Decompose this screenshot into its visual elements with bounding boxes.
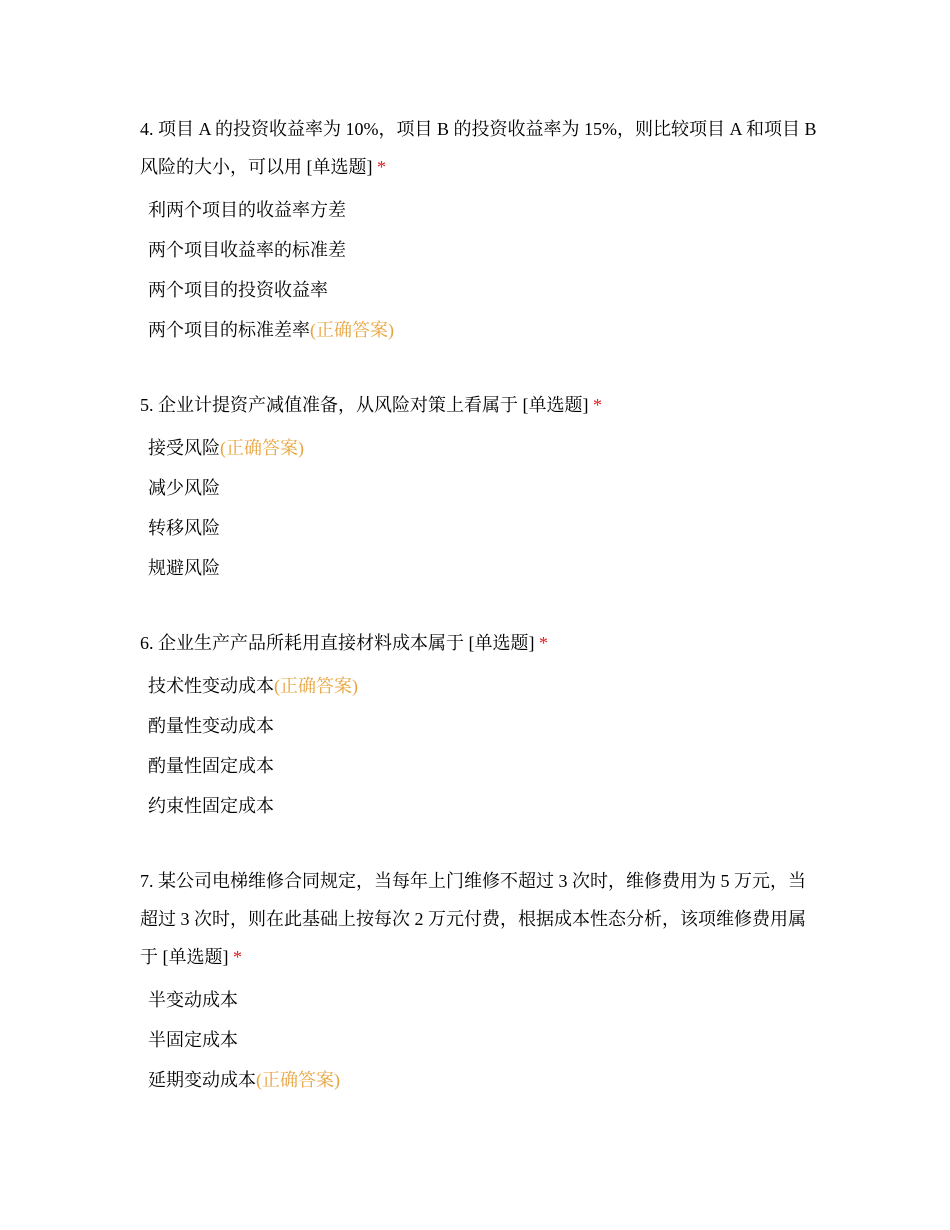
correct-answer-tag: (正确答案) (220, 438, 304, 458)
option-text: 延期变动成本 (148, 1070, 256, 1090)
question-6 (140, 624, 820, 826)
question-type-label: [单选题] (162, 947, 229, 967)
correct-answer-tag: (正确答案) (310, 320, 394, 340)
option-text: 规避风险 (148, 558, 220, 578)
option-text: 半固定成本 (148, 1030, 238, 1050)
option-text: 酌量性固定成本 (148, 756, 274, 776)
option-text: 技术性变动成本 (148, 676, 274, 696)
option-text: 两个项目收益率的标准差 (148, 240, 346, 260)
option-d[interactable] (140, 310, 820, 350)
option-text: 半变动成本 (148, 990, 238, 1010)
question-text: 7. 某公司电梯维修合同规定，当每年上门维修不超过 3 次时，维修费用为 5 万元，当超过 3 次时，则在此基础上按每次 2 万元付费，根据成本性态分析，该项维修费用属于 (140, 871, 806, 967)
option-c[interactable] (140, 746, 820, 786)
option-b[interactable] (140, 706, 820, 746)
option-text: 转移风险 (148, 518, 220, 538)
question-text: 6. 企业生产产品所耗用直接材料成本属于 (140, 633, 464, 653)
question-type-label: [单选题] (468, 633, 535, 653)
option-d[interactable] (140, 548, 820, 588)
question-title (140, 624, 820, 662)
option-a[interactable] (140, 980, 820, 1020)
question-4 (140, 110, 820, 350)
correct-answer-tag: (正确答案) (274, 676, 358, 696)
question-text: 5. 企业计提资产减值准备，从风险对策上看属于 (140, 395, 518, 415)
option-b[interactable] (140, 1020, 820, 1060)
option-c[interactable] (140, 270, 820, 310)
question-list (140, 110, 820, 1136)
option-a[interactable] (140, 666, 820, 706)
option-text: 减少风险 (148, 478, 220, 498)
option-d[interactable] (140, 786, 820, 826)
question-title (140, 110, 820, 186)
question-text: 4. 项目 A 的投资收益率为 10%，项目 B 的投资收益率为 15%，则比较项目 A 和项目 B 风险的大小，可以用 (140, 119, 817, 177)
option-text: 酌量性变动成本 (148, 716, 274, 736)
required-mark: * (539, 633, 548, 653)
option-b[interactable] (140, 230, 820, 270)
option-c[interactable] (140, 508, 820, 548)
option-a[interactable] (140, 428, 820, 468)
correct-answer-tag: (正确答案) (256, 1070, 340, 1090)
question-type-label: [单选题] (522, 395, 589, 415)
question-title (140, 386, 820, 424)
option-c[interactable] (140, 1060, 820, 1100)
required-mark: * (377, 157, 386, 177)
question-title (140, 862, 820, 976)
question-type-label: [单选题] (306, 157, 373, 177)
option-text: 两个项目的标准差率 (148, 320, 310, 340)
option-text: 利两个项目的收益率方差 (148, 200, 346, 220)
option-b[interactable] (140, 468, 820, 508)
question-7 (140, 862, 820, 1100)
required-mark: * (593, 395, 602, 415)
option-text: 两个项目的投资收益率 (148, 280, 328, 300)
question-5 (140, 386, 820, 588)
option-text: 接受风险 (148, 438, 220, 458)
option-a[interactable] (140, 190, 820, 230)
required-mark: * (233, 947, 242, 967)
option-text: 约束性固定成本 (148, 796, 274, 816)
